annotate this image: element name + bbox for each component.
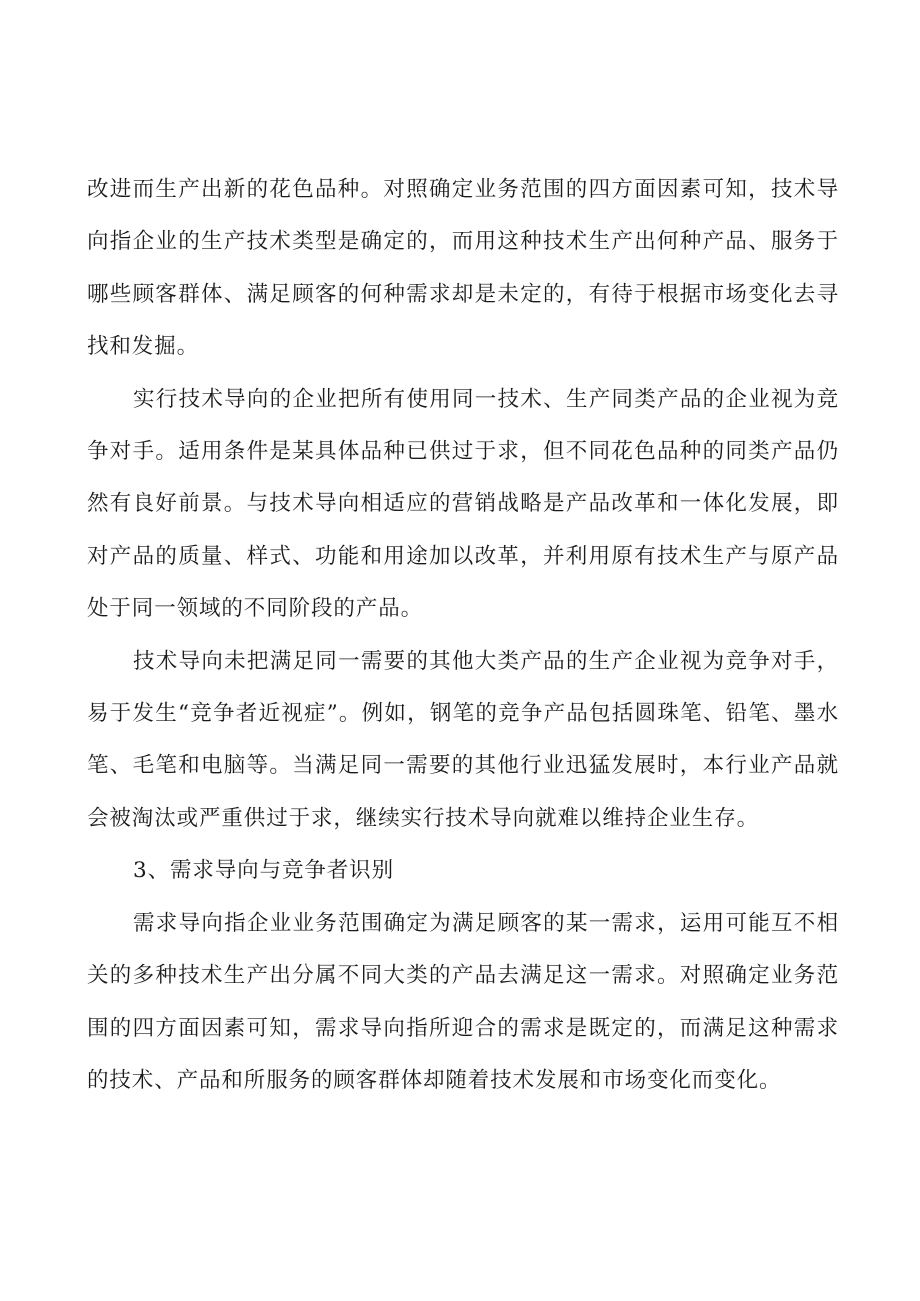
document-body bbox=[87, 164, 839, 1107]
paragraph-technology-orientation: 实行技术导向的企业把所有使用同一技术、生产同类产品的企业视为竞争对手。适用条件是某具体品种已供过于求，但不同花色品种的同类产品仍然有良好前景。与技术导向相适应的营销战略是产品改革和一体化发展，即对产品的质量、样式、功能和用途加以改革，并利用原有技术生产与原产品处于同一领域的不同阶段的产品。 bbox=[87, 386, 839, 622]
paragraph-competitor-myopia: 技术导向未把满足同一需要的其他大类产品的生产企业视为竞争对手，易于发生“竞争者近视症”。例如，钢笔的竞争产品包括圆珠笔、铅笔、墨水笔、毛笔和电脑等。当满足同一需要的其他行业迅猛发展时，本行业产品就会被淘汰或严重供过于求，继续实行技术导向就难以维持企业生存。 bbox=[87, 648, 839, 831]
paragraph-continuation: 改进而生产出新的花色品种。对照确定业务范围的四方面因素可知，技术导向指企业的生产技术类型是确定的，而用这种技术生产出何种产品、服务于哪些顾客群体、满足顾客的何种需求却是未定的，有待于根据市场变化去寻找和发掘。 bbox=[87, 177, 839, 360]
paragraph-demand-orientation: 需求导向指企业业务范围确定为满足顾客的某一需求，运用可能互不相关的多种技术生产出分属不同大类的产品去满足这一需求。对照确定业务范围的四方面因素可知，需求导向指所迎合的需求是既定的，而满足这种需求的技术、产品和所服务的顾客群体却随着技术发展和市场变化而变化。 bbox=[87, 910, 839, 1093]
section-heading: 3、需求导向与竞争者识别 bbox=[133, 858, 394, 884]
